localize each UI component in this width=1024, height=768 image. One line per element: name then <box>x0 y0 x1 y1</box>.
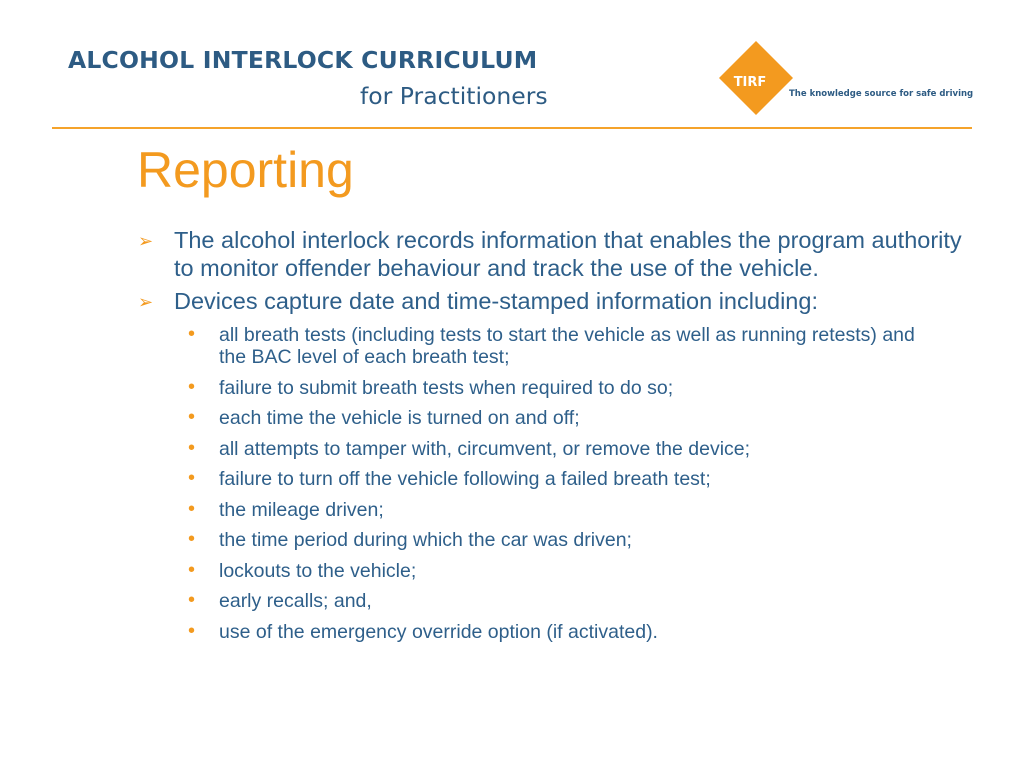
logo-tagline: The knowledge source for safe driving <box>789 89 974 99</box>
header-title: ALCOHOL INTERLOCK CURRICULUM <box>68 46 538 74</box>
tirf-logo <box>718 40 794 116</box>
slide-title: Reporting <box>137 142 354 198</box>
sub-bullet-item: • all attempts to tamper with, circumvent, or remove the device; <box>188 436 751 460</box>
sub-bullet-item: • the mileage driven; <box>188 497 384 521</box>
header-rule <box>52 127 972 129</box>
dot-bullet-icon: • <box>188 406 196 428</box>
bullet-item: ➢ The alcohol interlock records information that enables the program authority to monitor offender behaviour and track the use of the vehicle. <box>138 227 962 281</box>
dot-bullet-icon: • <box>188 497 196 520</box>
sub-bullet-item: • failure to turn off the vehicle following a failed breath test; <box>188 467 711 490</box>
sub-bullet-item: • failure to submit breath tests when required to do so; <box>188 375 674 399</box>
slide-content <box>138 226 968 651</box>
sub-bullet-item: • early recalls; and, <box>188 589 372 612</box>
logo-mark: TIRF <box>733 75 767 90</box>
dot-bullet-icon: • <box>188 323 196 345</box>
dot-bullet-icon: • <box>188 619 196 642</box>
dot-bullet-icon: • <box>188 375 196 398</box>
dot-bullet-icon: • <box>188 589 196 611</box>
dot-bullet-icon: • <box>188 558 196 581</box>
sub-bullet-item: • each time the vehicle is turned on and off; <box>188 406 580 429</box>
dot-bullet-icon: • <box>188 436 196 459</box>
sub-bullet-item: • the time period during which the car was driven; <box>188 528 632 551</box>
arrow-bullet-icon: ➢ <box>138 292 154 312</box>
dot-bullet-icon: • <box>188 467 196 489</box>
sub-bullet-item: • use of the emergency override option (if activated). <box>188 619 658 643</box>
dot-bullet-icon: • <box>188 528 196 550</box>
sub-bullet-item: • all breath tests (including tests to start the vehicle as well as running retests) and the BAC level of each breath test; <box>188 323 915 368</box>
bullet-item: ➢ Devices capture date and time-stamped information including: <box>138 288 818 314</box>
header-subtitle: for Practitioners <box>360 82 548 110</box>
arrow-bullet-icon: ➢ <box>138 231 154 251</box>
sub-bullet-item: • lockouts to the vehicle; <box>188 558 417 582</box>
